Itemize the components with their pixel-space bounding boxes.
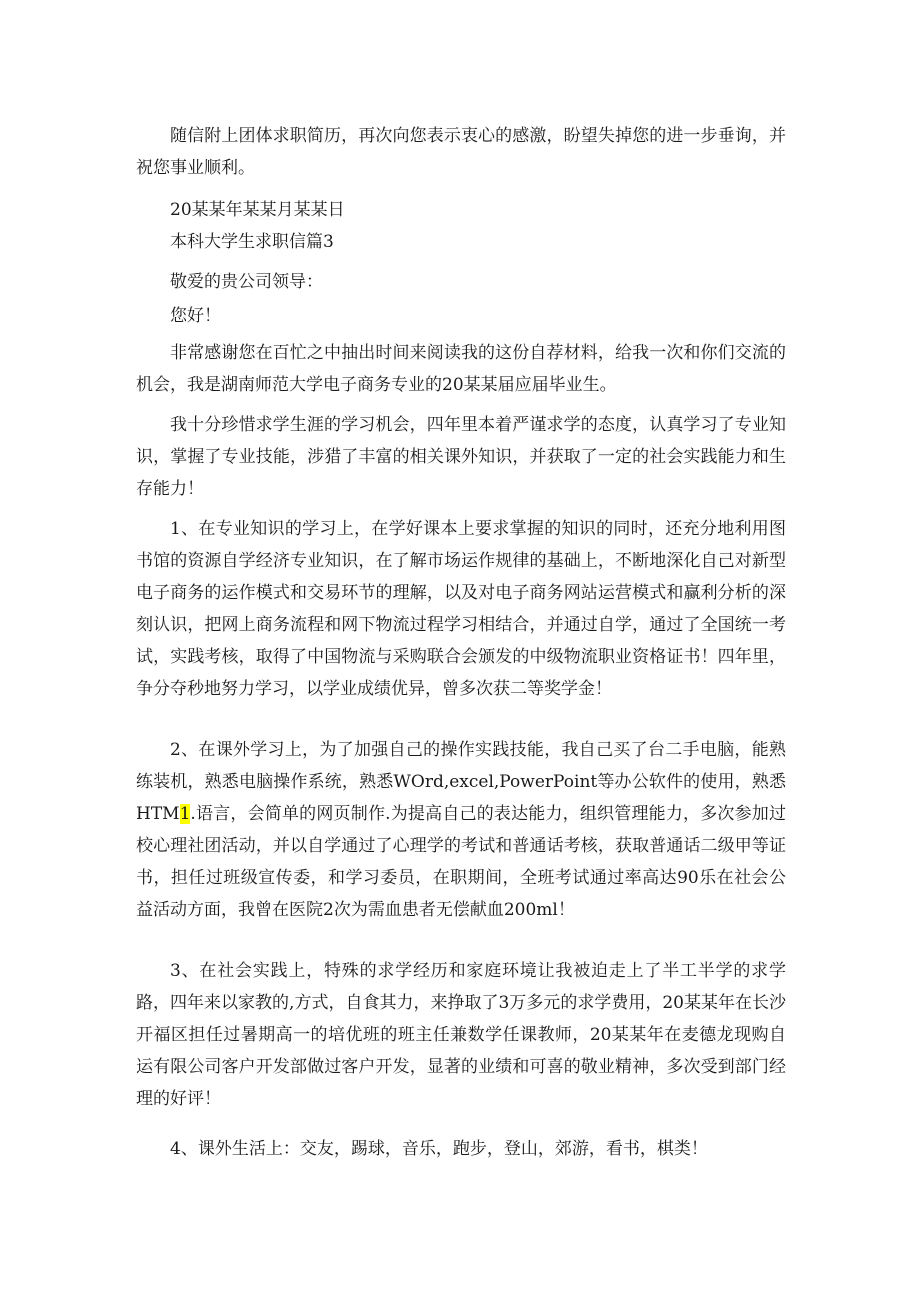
item-2-paragraph: [136, 734, 786, 926]
salutation: 敬爱的贵公司领导：: [170, 272, 323, 292]
section-heading: 本科大学生求职信篇3: [170, 232, 334, 252]
item-4-paragraph: 4、课外生活上：交友，踢球，音乐，跑步，登山，郊游，看书，棋类！: [170, 1139, 708, 1159]
date-line: 20某某年某某月某某日: [170, 200, 345, 220]
item-2-text-end: .语言，会简单的网页制作.为提高自己的表达能力，组织管理能力，多次参加过校心理社团活动，并以自学通过了心理学的考试和普通话考核，获取普通话二级甲等证书，担任过班级宣传委，和学习委员，在职期间，全班考试通过率高达90乐在社会公益活动方面，我曾在医院2次为需血患者无偿献血200ml！: [136, 804, 786, 920]
item-2-text-start: 2、在课外学习上，为了加强自己的操作实践技能，我自己买了台二手电脑，能熟练装机，熟悉电脑操作系统，熟悉WOrd,excel,PowerPoint等办公软件的使用，熟悉HTM: [136, 740, 786, 824]
highlighted-char: 1: [179, 804, 191, 824]
closing-paragraph: 随信附上团体求职简历，再次向您表示衷心的感激，盼望失掉您的进一步垂询，并祝您事业顺利。: [136, 126, 786, 178]
intro-paragraph: 非常感谢您在百忙之中抽出时间来阅读我的这份自荐材料，给我一次和你们交流的机会，我是湖南师范大学电子商务专业的20某某届应届毕业生。: [136, 343, 786, 395]
item-1-paragraph: 1、在专业知识的学习上，在学好课本上要求掌握的知识的同时，还充分地利用图书馆的资源自学经济专业知识，在了解市场运作规律的基础上，不断地深化自己对新型电子商务的运作模式和交易环节的理解，以及对电子商务网站运营模式和赢利分析的深刻认识，把网上商务流程和网下物流过程学习相结合，并通过自学，通过了全国统一考试，实践考核，取得了中国物流与采购联合会颁发的中级物流职业资格证书！四年里，争分夺秒地努力学习，以学业成绩优异，曾多次获二等奖学金！: [136, 519, 786, 699]
greeting: 您好！: [170, 306, 221, 326]
item-3-paragraph: 3、在社会实践上，特殊的求学经历和家庭环境让我被迫走上了半工半学的求学路，四年来以家教的,方式，自食其力，来挣取了3万多元的求学费用，20某某年在长沙开福区担任过暑期高一的培优班的班主任兼数学任课教师，20某某年在麦德龙现购自运有限公司客户开发部做过客户开发，显著的业绩和可喜的敬业精神，多次受到部门经理的好评！: [136, 961, 786, 1109]
study-paragraph: 我十分珍惜求学生涯的学习机会，四年里本着严谨求学的态度，认真学习了专业知识，掌握了专业技能，涉猎了丰富的相关课外知识，并获取了一定的社会实践能力和生存能力！: [136, 415, 786, 499]
